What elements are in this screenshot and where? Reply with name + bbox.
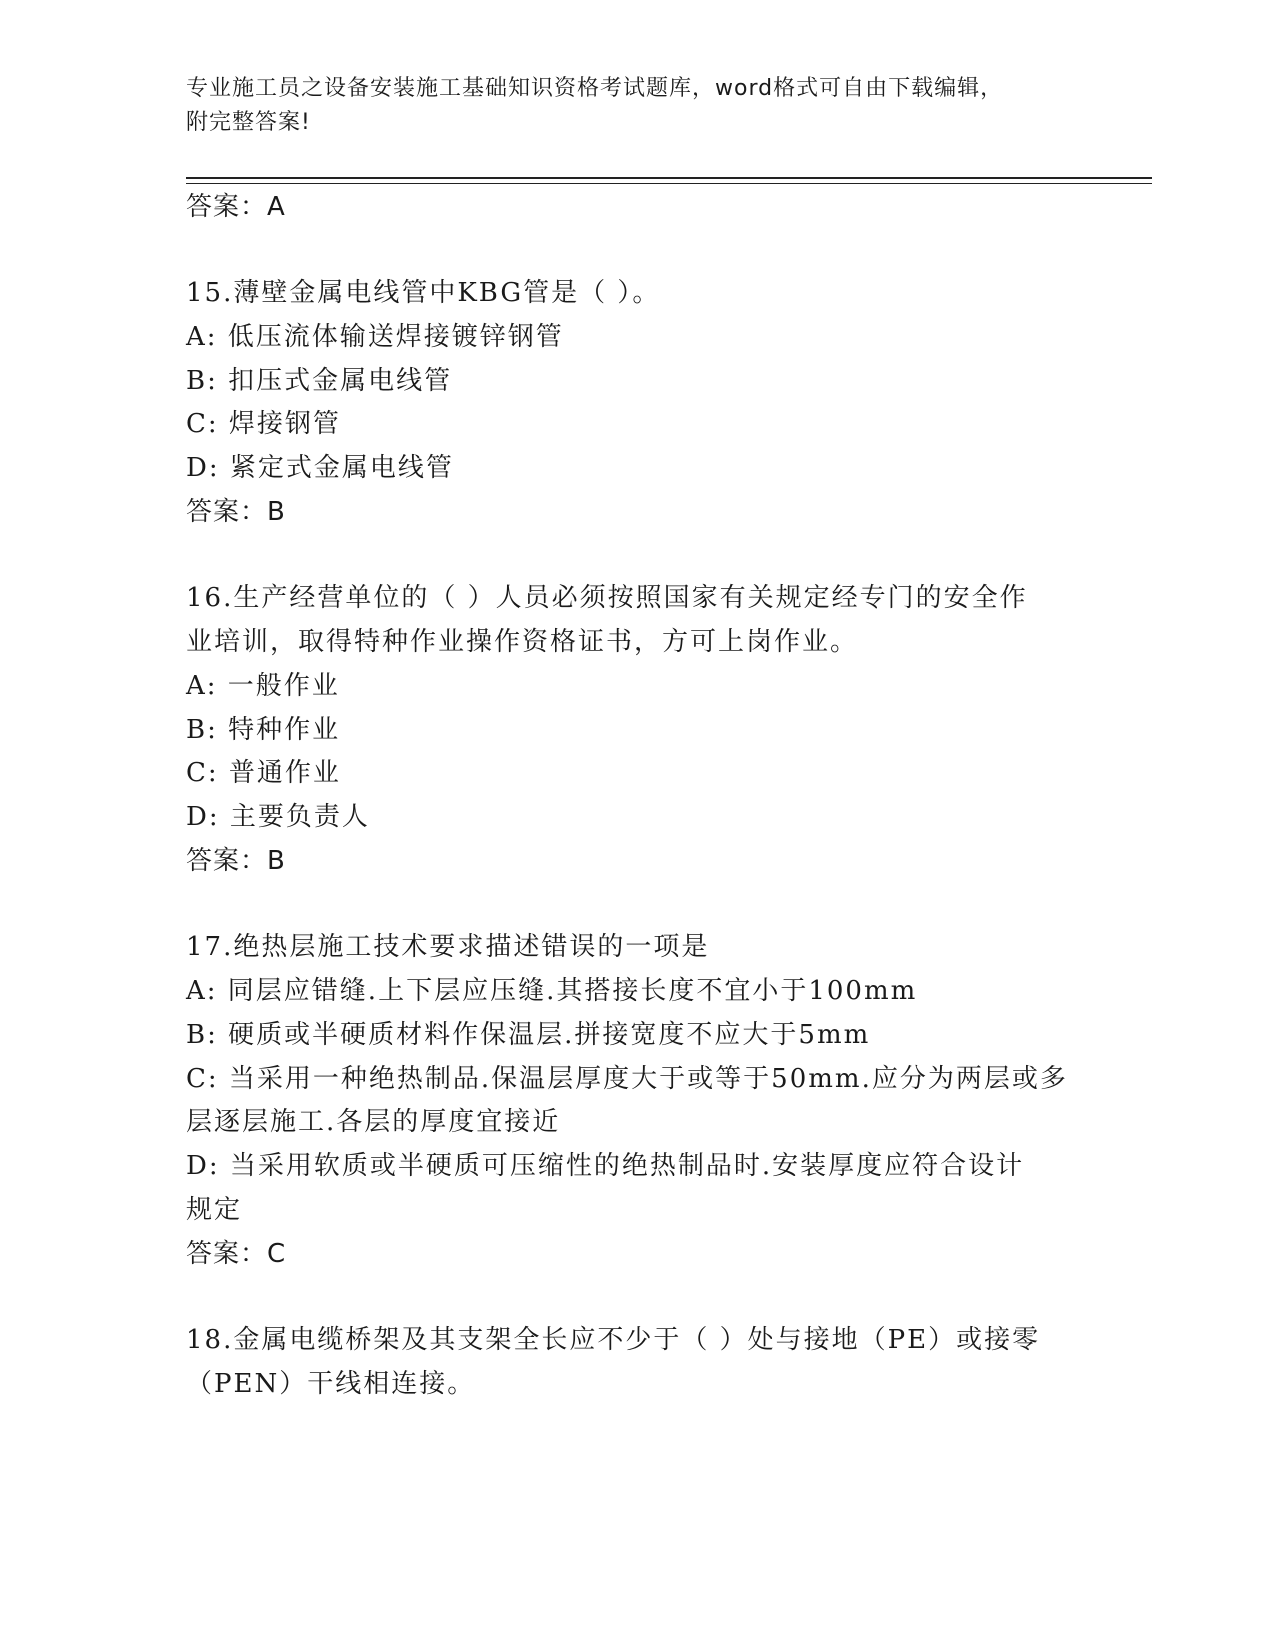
question-17-option-a: A: 同层应错缝.上下层应压缝.其搭接长度不宜小于100mm (186, 976, 918, 1006)
question-15-stem: 15.薄壁金属电线管中KBG管是（ ）。 (186, 278, 661, 308)
question-15-option-d: D: 紧定式金属电线管 (186, 453, 454, 483)
question-16-option-d: D: 主要负责人 (186, 802, 370, 832)
header-line-1: 专业施工员之设备安装施工基础知识资格考试题库，word格式可自由下载编辑， (186, 76, 1004, 101)
question-17-option-c-line-2: 层逐层施工.各层的厚度宜接近 (186, 1107, 561, 1137)
header-rule-thin (186, 183, 1152, 184)
question-18-stem-line-1: 18.金属电缆桥架及其支架全长应不少于（ ）处与接地（PE）或接零 (186, 1325, 1041, 1355)
question-16-option-a: A: 一般作业 (186, 671, 340, 701)
question-18-stem-line-2: （PEN）干线相连接。 (186, 1369, 476, 1399)
header-line-2: 附完整答案! (186, 110, 311, 135)
answer-14: 答案：A (186, 192, 286, 222)
question-17-option-d-line-1: D: 当采用软质或半硬质可压缩性的绝热制品时.安装厚度应符合设计 (186, 1151, 1025, 1181)
question-17-option-b: B: 硬质或半硬质材料作保温层.拼接宽度不应大于5mm (186, 1020, 871, 1050)
question-15-option-b: B: 扣压式金属电线管 (186, 366, 453, 396)
answer-15: 答案：B (186, 497, 286, 527)
question-16-stem-line-2: 业培训，取得特种作业操作资格证书，方可上岗作业。 (186, 627, 859, 657)
question-16-option-c: C: 普通作业 (186, 758, 341, 788)
answer-17: 答案：C (186, 1239, 287, 1269)
question-16-stem-line-1: 16.生产经营单位的（ ）人员必须按照国家有关规定经专门的安全作 (186, 583, 1028, 613)
answer-16: 答案：B (186, 846, 286, 876)
question-17-stem: 17.绝热层施工技术要求描述错误的一项是 (186, 932, 710, 962)
question-16-option-b: B: 特种作业 (186, 715, 341, 745)
question-15-option-a: A: 低压流体输送焊接镀锌钢管 (186, 322, 564, 352)
header-rule-thick (186, 177, 1152, 179)
document-header (186, 72, 1066, 140)
question-15-option-c: C: 焊接钢管 (186, 409, 341, 439)
question-17-option-d-line-2: 规定 (186, 1195, 243, 1225)
question-17-option-c-line-1: C: 当采用一种绝热制品.保温层厚度大于或等于50mm.应分为两层或多 (186, 1064, 1068, 1094)
